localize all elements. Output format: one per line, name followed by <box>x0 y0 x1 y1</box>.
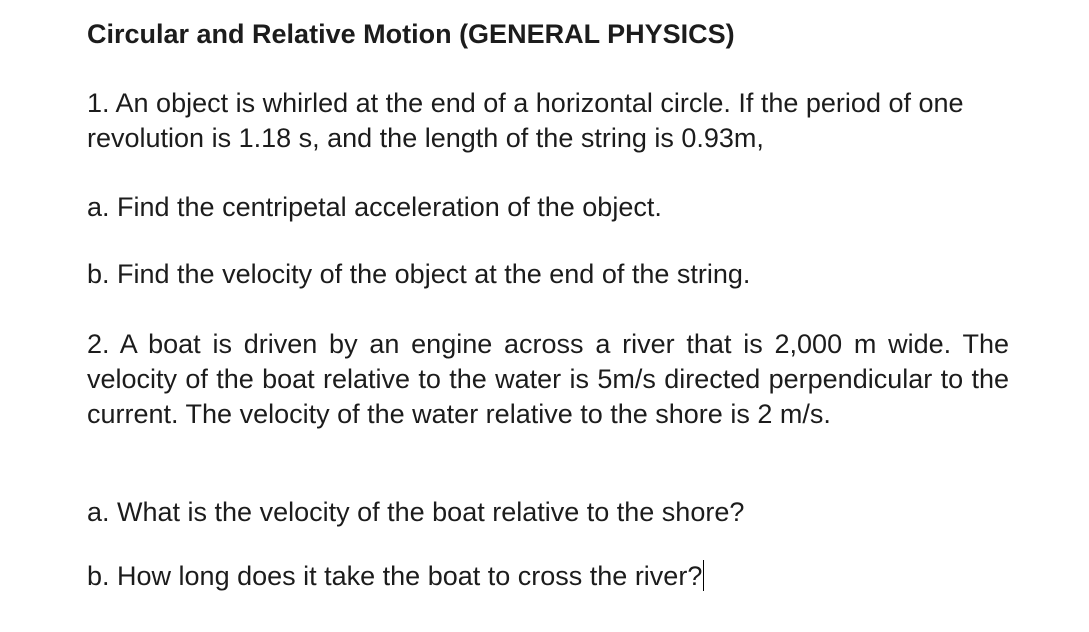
problem-2-part-b-line[interactable] <box>87 559 1009 594</box>
text-cursor <box>703 560 704 591</box>
problem-2-statement: 2. A boat is driven by an engine across a river that is 2,000 m wide. The velocity of the boat relative to the water is 5m/s directed perpendicular to the current. The velocity of the water relative to the shore is 2 m/s. <box>87 329 1009 429</box>
problem-1-part-a: a. Find the centripetal acceleration of the object. <box>87 192 662 222</box>
problem-1-part-b: b. Find the velocity of the object at the end of the string. <box>87 259 751 289</box>
problem-2-part-a: a. What is the velocity of the boat relative to the shore? <box>87 497 745 527</box>
document-title: Circular and Relative Motion (GENERAL PHYSICS) <box>87 19 735 49</box>
problem-1-statement: 1. An object is whirled at the end of a horizontal circle. If the period of one revolution is 1.18 s, and the length of the string is 0.93m, <box>87 88 964 153</box>
problem-2-part-b[interactable]: b. How long does it take the boat to cross the river? <box>87 561 703 591</box>
